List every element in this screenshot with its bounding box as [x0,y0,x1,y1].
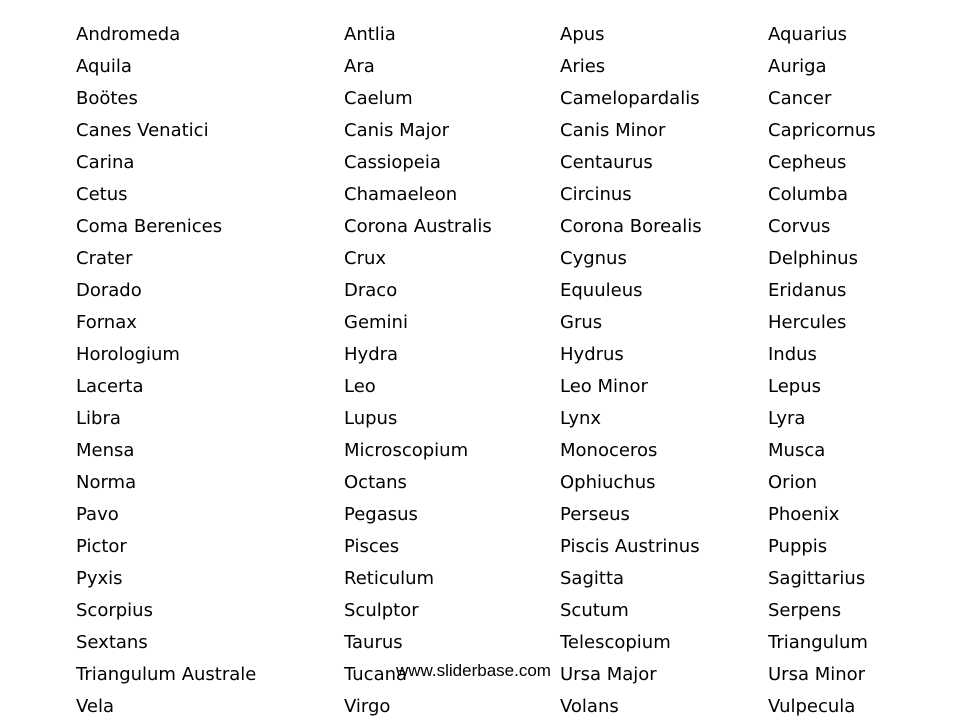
table-row [0,115,960,147]
constellation-table [0,19,960,723]
constellation-name: Crux [344,248,387,269]
table-row [0,371,960,403]
constellation-name: Corona Australis [344,216,492,237]
constellation-name: Coma Berenices [76,216,223,237]
constellation-name: Serpens [768,600,842,621]
table-row [0,563,960,595]
table-row [0,307,960,339]
constellation-name: Delphinus [768,248,858,269]
table-row [0,243,960,275]
table-row [0,83,960,115]
constellation-name: Perseus [560,504,630,525]
constellation-name: Columba [768,184,848,205]
constellation-name: Mensa [76,440,135,461]
constellation-name: Apus [560,24,605,45]
constellation-name: Triangulum [768,632,868,653]
constellation-name: Triangulum Australe [76,664,257,685]
table-row [0,691,960,723]
constellation-name: Scutum [560,600,629,621]
constellation-name: Pisces [344,536,400,557]
table-row [0,147,960,179]
constellation-name: Aries [560,56,606,77]
constellation-name: Horologium [76,344,180,365]
constellation-name: Andromeda [76,24,181,45]
constellation-name: Boötes [76,88,138,109]
constellation-name: Ophiuchus [560,472,656,493]
constellation-name: Ursa Minor [768,664,866,685]
constellation-name: Cygnus [560,248,627,269]
constellation-name: Libra [76,408,121,429]
constellation-name: Fornax [76,312,137,333]
constellation-name: Gemini [344,312,408,333]
constellation-name: Lupus [344,408,398,429]
constellation-name: Ursa Major [560,664,657,685]
table-row [0,19,960,51]
constellation-name: Capricornus [768,120,876,141]
constellation-name: Sextans [76,632,148,653]
table-row [0,467,960,499]
constellation-name: Canis Minor [560,120,666,141]
watermark: www.sliderbase.com [396,661,551,680]
constellation-name: Pictor [76,536,127,557]
table-row [0,435,960,467]
constellation-name: Taurus [344,632,403,653]
constellation-name: Pegasus [344,504,418,525]
constellation-name: Crater [76,248,133,269]
constellation-name: Leo [344,376,376,397]
table-row [0,499,960,531]
constellation-name: Sculptor [344,600,419,621]
constellation-name: Puppis [768,536,828,557]
constellation-name: Caelum [344,88,413,109]
constellation-name: Centaurus [560,152,653,173]
constellation-name: Grus [560,312,603,333]
constellation-name: Auriga [768,56,827,77]
table-row [0,595,960,627]
constellation-name: Lepus [768,376,821,397]
table-row [0,51,960,83]
table-row [0,179,960,211]
constellation-name: Chamaeleon [344,184,458,205]
constellation-name: Pyxis [76,568,123,589]
constellation-name: Ara [344,56,375,77]
constellation-name: Camelopardalis [560,88,700,109]
constellation-name: Telescopium [560,632,671,653]
constellation-name: Virgo [344,696,391,717]
constellation-name: Corvus [768,216,831,237]
constellation-name: Tucana [344,664,408,685]
constellation-name: Cassiopeia [344,152,441,173]
constellation-name: Corona Borealis [560,216,702,237]
constellation-name: Eridanus [768,280,847,301]
constellation-name: Circinus [560,184,632,205]
constellation-name: Hercules [768,312,847,333]
constellation-name: Cepheus [768,152,847,173]
constellation-name: Vulpecula [768,696,856,717]
constellation-name: Equuleus [560,280,643,301]
table-row [0,211,960,243]
constellation-name: Octans [344,472,407,493]
constellation-name: Lyra [768,408,806,429]
table-row [0,275,960,307]
constellation-name: Microscopium [344,440,469,461]
constellation-name: Lynx [560,408,602,429]
table-row [0,403,960,435]
constellation-name: Antlia [344,24,396,45]
constellation-name: Lacerta [76,376,144,397]
constellation-name: Indus [768,344,817,365]
constellation-name: Musca [768,440,826,461]
constellation-name: Hydrus [560,344,624,365]
constellation-name: Volans [560,696,619,717]
table-row [0,531,960,563]
constellation-name: Leo Minor [560,376,648,397]
constellation-name: Sagitta [560,568,625,589]
constellation-name: Cetus [76,184,128,205]
constellation-name: Piscis Austrinus [560,536,700,557]
constellation-name: Phoenix [768,504,840,525]
constellation-name: Canes Venatici [76,120,209,141]
constellation-name: Reticulum [344,568,435,589]
constellation-name: Orion [768,472,817,493]
constellation-name: Hydra [344,344,399,365]
constellation-name: Canis Major [344,120,450,141]
constellation-name: Scorpius [76,600,153,621]
constellation-name: Draco [344,280,398,301]
constellation-name: Norma [76,472,137,493]
constellation-name: Aquila [76,56,132,77]
constellation-name: Aquarius [768,24,848,45]
constellation-name: Carina [76,152,135,173]
table-row [0,627,960,659]
constellation-name: Monoceros [560,440,658,461]
constellation-name: Sagittarius [768,568,866,589]
constellation-name: Vela [76,696,115,717]
constellation-name: Pavo [76,504,119,525]
constellation-name: Dorado [76,280,142,301]
table-row [0,339,960,371]
constellation-name: Cancer [768,88,832,109]
